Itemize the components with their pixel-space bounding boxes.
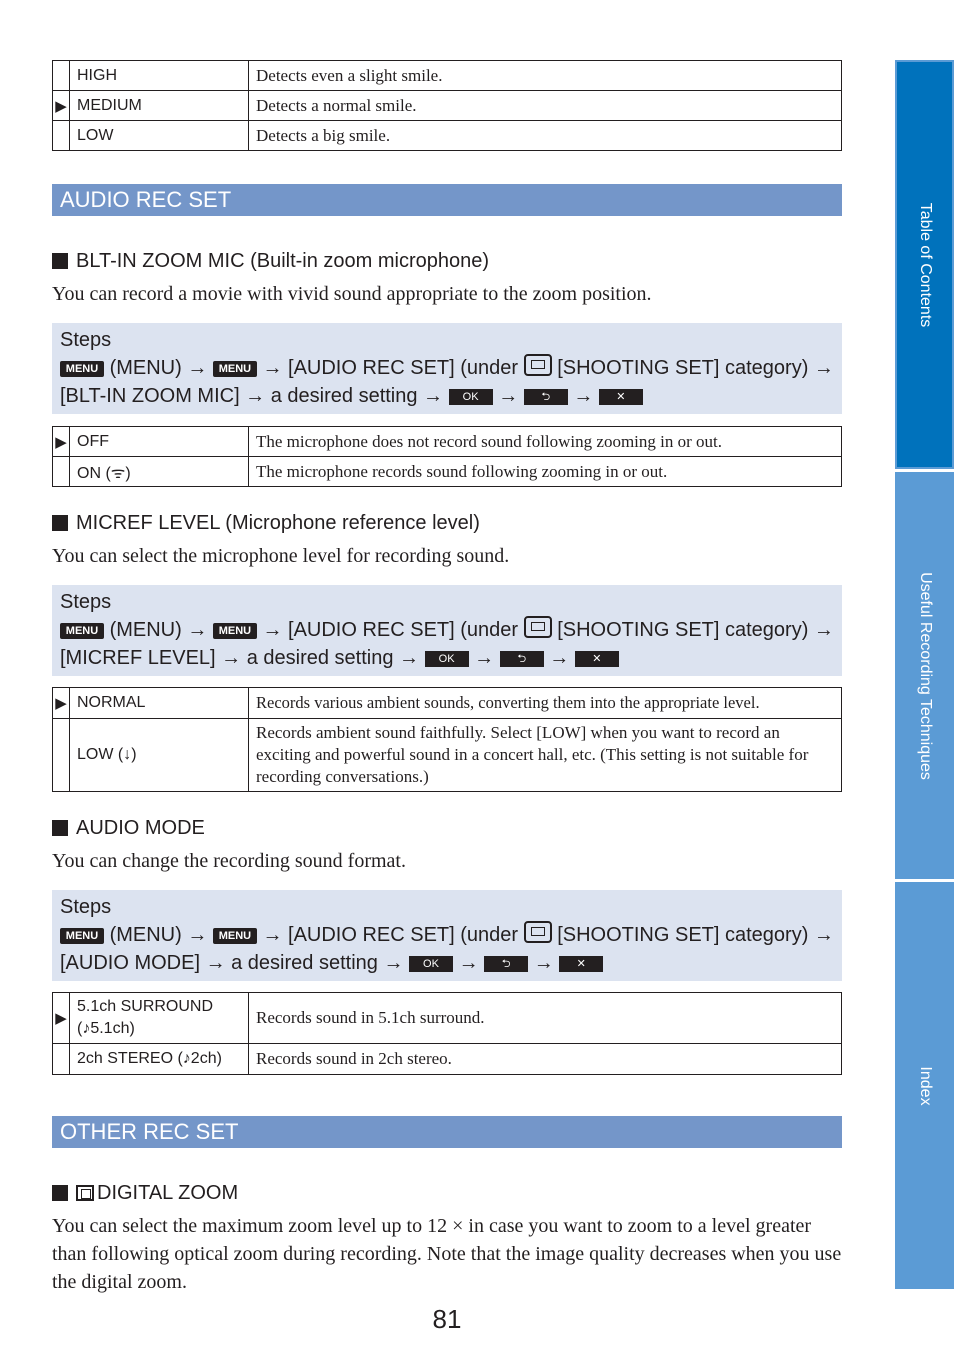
arrow-icon: →: [573, 385, 594, 407]
option-description: Detects a normal smile.: [249, 91, 842, 121]
movie-mode-icon: [76, 1185, 94, 1201]
steps-title: Steps: [60, 329, 112, 351]
menu-icon: MENU: [213, 928, 257, 944]
body-text: You can select the maximum zoom level up to 12 × in case you want to zoom to a level greater than following optical zoom during recording. Note that the image quality decreases when you use the digital zoom.: [52, 1215, 842, 1293]
steps-text: [SHOOTING SET] category) →: [557, 924, 834, 946]
selected-marker: [53, 121, 70, 151]
table-row: [53, 427, 842, 457]
close-button-icon: ✕: [599, 389, 643, 405]
option-name: LOW: [70, 121, 249, 151]
square-bullet-icon: [52, 515, 68, 531]
close-button-icon: ✕: [559, 956, 603, 972]
back-button-icon: ⮌: [500, 651, 544, 667]
section-heading-audio-rec-set: AUDIO REC SET: [52, 184, 842, 216]
table-row: [53, 688, 842, 719]
steps-text: (MENU) →: [109, 357, 208, 379]
steps-line-1: [60, 354, 834, 382]
heading-text: BLT-IN ZOOM MIC (Built-in zoom microphone): [76, 250, 490, 272]
table-row: [53, 91, 842, 121]
square-bullet-icon: [52, 820, 68, 836]
arrow-icon: →: [498, 385, 519, 407]
micref-options-table: [52, 687, 842, 792]
ok-button-icon: OK: [425, 651, 469, 667]
steps-text: [SHOOTING SET] category) →: [557, 619, 834, 641]
menu-button-icon: MENU: [60, 623, 104, 639]
menu-button-icon: MENU: [60, 361, 104, 377]
side-tab-table-of-contents[interactable]: [895, 60, 954, 469]
square-bullet-icon: [52, 1185, 68, 1201]
steps-text: [SHOOTING SET] category) →: [557, 357, 834, 379]
selected-marker: [53, 1044, 70, 1075]
selected-marker: ▶: [53, 993, 70, 1044]
body-text: You can change the recording sound format.: [52, 850, 406, 872]
table-row: [53, 61, 842, 91]
option-name: MEDIUM: [70, 91, 249, 121]
body-text: You can select the microphone level for recording sound.: [52, 545, 510, 567]
arrow-icon: →: [474, 647, 495, 669]
steps-box-zoom-mic: [52, 323, 842, 414]
option-name: NORMAL: [70, 688, 249, 719]
selected-marker: ▶: [53, 688, 70, 719]
steps-line-2: [60, 644, 834, 672]
heading-text: DIGITAL ZOOM: [97, 1182, 239, 1204]
side-tab-useful-recording-techniques[interactable]: [895, 472, 954, 879]
option-name: HIGH: [70, 61, 249, 91]
zoom-mic-options-table: [52, 426, 842, 487]
arrow-icon: →: [549, 647, 570, 669]
option-name: 5.1ch SURROUND (♪5.1ch): [70, 993, 249, 1044]
option-name: ON (ᯤ): [70, 457, 249, 487]
option-name: OFF: [70, 427, 249, 457]
option-description: Records ambient sound faithfully. Select [LOW] when you want to record an exciting and powerful sound in a concert hall, etc. (This setting is not suitable for recording conversations.): [249, 719, 842, 792]
option-description: Records sound in 2ch stereo.: [249, 1044, 842, 1075]
option-description: Records sound in 5.1ch surround.: [249, 993, 842, 1044]
table-row: [53, 1044, 842, 1075]
menu-button-icon: MENU: [60, 928, 104, 944]
page-number: 81: [432, 1304, 462, 1334]
option-description: Detects a big smile.: [249, 121, 842, 151]
steps-text: [BLT-IN ZOOM MIC] → a desired setting →: [60, 385, 444, 407]
table-row: [53, 719, 842, 792]
back-button-icon: ⮌: [484, 956, 528, 972]
steps-text: → [AUDIO REC SET] (under: [262, 619, 519, 641]
steps-title: Steps: [60, 896, 112, 918]
close-button-icon: ✕: [575, 651, 619, 667]
side-tab-label: Useful Recording Techniques: [916, 571, 934, 780]
subsection-heading-zoom-mic: [52, 248, 489, 274]
table-row: [53, 993, 842, 1044]
subsection-heading-digital-zoom: [52, 1180, 238, 1206]
side-tab-index[interactable]: [895, 882, 954, 1289]
subsection-heading-micref: [52, 510, 480, 536]
section-heading-other-rec-set: OTHER REC SET: [52, 1116, 842, 1148]
steps-title: Steps: [60, 591, 112, 613]
heading-text: AUDIO MODE: [76, 817, 205, 839]
steps-box-micref: [52, 585, 842, 676]
steps-text: (MENU) →: [109, 924, 208, 946]
selected-marker: [53, 719, 70, 792]
selected-marker: ▶: [53, 91, 70, 121]
steps-text: → [AUDIO REC SET] (under: [262, 357, 519, 379]
ok-button-icon: OK: [409, 956, 453, 972]
selected-marker: [53, 457, 70, 487]
steps-text: (MENU) →: [109, 619, 208, 641]
side-tab-label: Table of Contents: [916, 202, 934, 327]
steps-text: → [AUDIO REC SET] (under: [262, 924, 519, 946]
square-bullet-icon: [52, 253, 68, 269]
steps-text: [MICREF LEVEL] → a desired setting →: [60, 647, 420, 669]
audio-mode-options-table: [52, 992, 842, 1075]
subsection-heading-audio-mode: [52, 815, 205, 841]
shooting-set-icon: [524, 921, 552, 943]
heading-text: MICREF LEVEL (Microphone reference level): [76, 512, 480, 534]
menu-icon: MENU: [213, 361, 257, 377]
selected-marker: [53, 61, 70, 91]
steps-line-1: [60, 616, 834, 644]
back-button-icon: ⮌: [524, 389, 568, 405]
steps-line-2: [60, 949, 834, 977]
arrow-icon: →: [458, 952, 479, 974]
steps-text: [AUDIO MODE] → a desired setting →: [60, 952, 404, 974]
option-description: Detects even a slight smile.: [249, 61, 842, 91]
steps-line-2: [60, 382, 834, 410]
option-description: Records various ambient sounds, converting them into the appropriate level.: [249, 688, 842, 719]
side-tab-label: Index: [916, 1065, 934, 1106]
arrow-icon: →: [533, 952, 554, 974]
smile-sensitivity-table: [52, 60, 842, 151]
table-row: [53, 121, 842, 151]
option-name: LOW (↓): [70, 719, 249, 792]
table-row: [53, 457, 842, 487]
ok-button-icon: OK: [449, 389, 493, 405]
selected-marker: ▶: [53, 427, 70, 457]
option-description: The microphone records sound following zooming in or out.: [249, 457, 842, 487]
steps-box-audio-mode: [52, 890, 842, 981]
shooting-set-icon: [524, 616, 552, 638]
option-description: The microphone does not record sound following zooming in or out.: [249, 427, 842, 457]
option-name: 2ch STEREO (♪2ch): [70, 1044, 249, 1075]
steps-line-1: [60, 921, 834, 949]
shooting-set-icon: [524, 354, 552, 376]
menu-icon: MENU: [213, 623, 257, 639]
body-text: You can record a movie with vivid sound appropriate to the zoom position.: [52, 283, 652, 305]
